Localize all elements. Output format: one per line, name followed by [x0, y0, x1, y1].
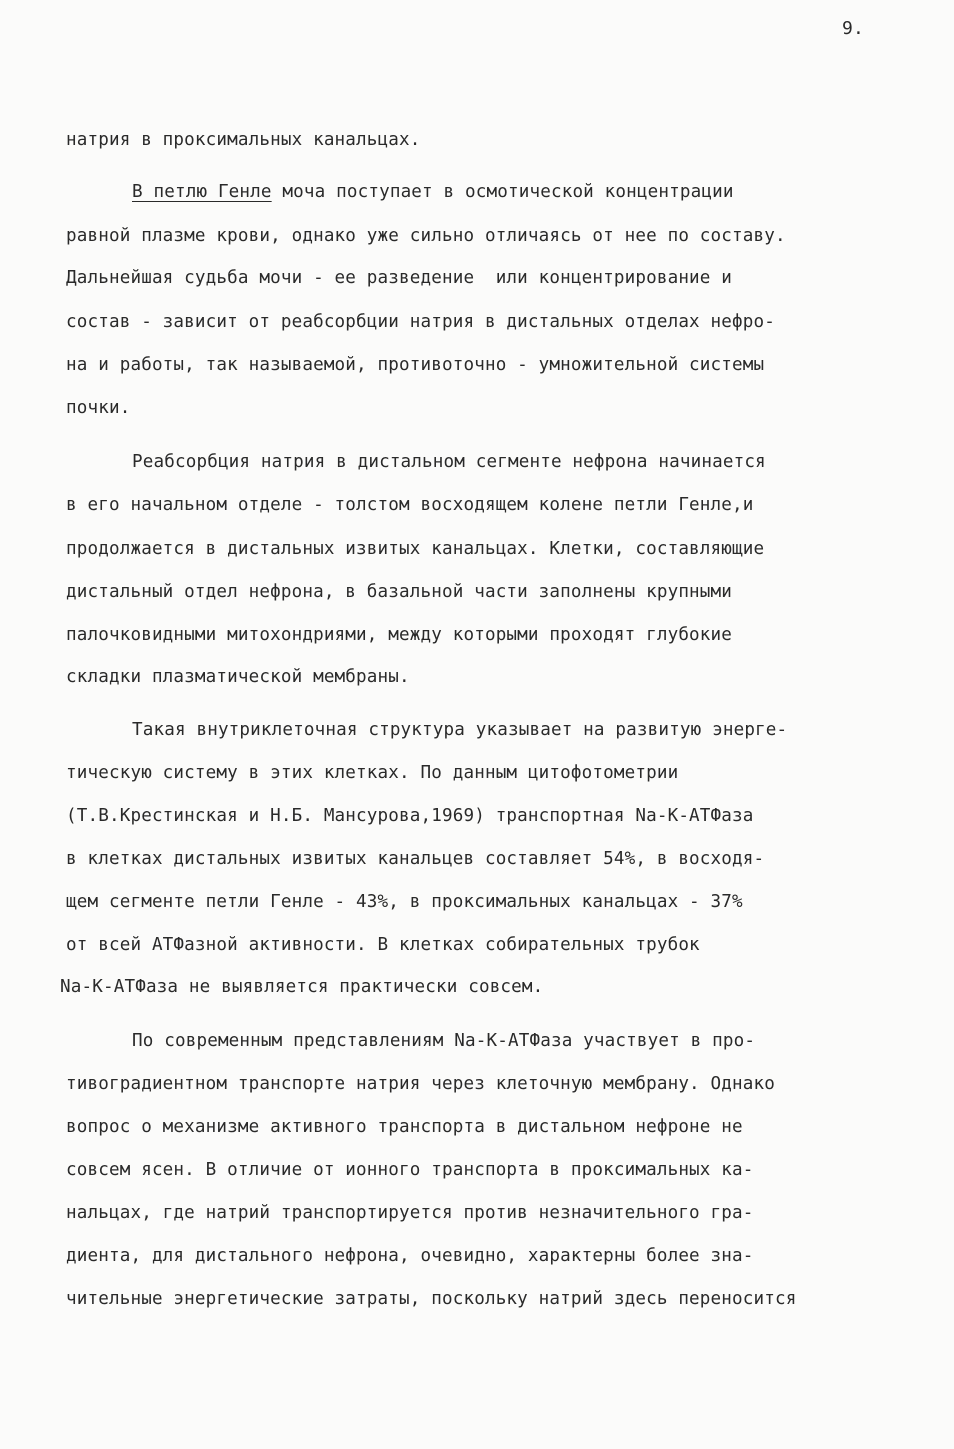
text-line: от всей АТФазной активности. В клетках собирательных трубок	[66, 935, 700, 955]
text-line: дистальный отдел нефрона, в базальной части заполнены крупными	[66, 582, 733, 602]
underlined-term: В петлю Генле	[132, 182, 272, 202]
text-line: чительные энергетические затраты, поскольку натрий здесь переносится	[66, 1289, 797, 1309]
text-line: натрия в проксимальных канальцах.	[66, 130, 421, 150]
text-line: почки.	[66, 398, 131, 418]
text-line: щем сегменте петли Генле - 43%, в проксимальных канальцах - 37%	[66, 892, 743, 912]
text-line: на и работы, так называемой, противоточно - умножительной системы	[66, 355, 765, 375]
text-line: Na-К-АТФаза не выявляется практически совсем.	[60, 977, 544, 997]
text-line: в его начальном отделе - толстом восходящем колене петли Генле,и	[66, 495, 754, 515]
text-line-rest: моча поступает в осмотической концентрации	[271, 182, 734, 202]
text-line: По современным представлениям Na-К-АТФаза участвует в про-	[132, 1031, 756, 1051]
text-line: в клетках дистальных извитых канальцев составляет 54%, в восходя-	[66, 849, 765, 869]
text-line: состав - зависит от реабсорбции натрия в дистальных отделах нефро-	[66, 312, 775, 332]
text-line: складки плазматической мембраны.	[66, 667, 410, 687]
text-line: (Т.В.Крестинская и Н.Б. Мансурова,1969) транспортная Na-К-АТФаза	[66, 806, 754, 826]
text-line: нальцах, где натрий транспортируется против незначительного гра-	[66, 1203, 754, 1223]
text-line: тическую систему в этих клетках. По данным цитофотометрии	[66, 763, 679, 783]
text-line: Дальнейшая судьба мочи - ее разведение или концентрирование и	[66, 268, 733, 288]
text-line: совсем ясен. В отличие от ионного транспорта в проксимальных ка-	[66, 1160, 754, 1180]
text-line: Реабсорбция натрия в дистальном сегменте нефрона начинается	[132, 452, 766, 472]
text-line: Такая внутриклеточная структура указывает на развитую энерге-	[132, 720, 788, 740]
text-line: диента, для дистального нефрона, очевидно, характерны более зна-	[66, 1246, 754, 1266]
text-line: вопрос о механизме активного транспорта в дистальном нефроне не	[66, 1117, 743, 1137]
page-number: 9.	[842, 18, 864, 39]
text-line: равной плазме крови, однако уже сильно отличаясь от нее по составу.	[66, 226, 786, 246]
text-line: продолжается в дистальных извитых канальцах. Клетки, составляющие	[66, 539, 765, 559]
text-line	[132, 181, 734, 203]
text-line: палочковидными митохондриями, между которыми проходят глубокие	[66, 625, 733, 645]
text-line: тивоградиентном транспорте натрия через клеточную мембрану. Однако	[66, 1074, 775, 1094]
